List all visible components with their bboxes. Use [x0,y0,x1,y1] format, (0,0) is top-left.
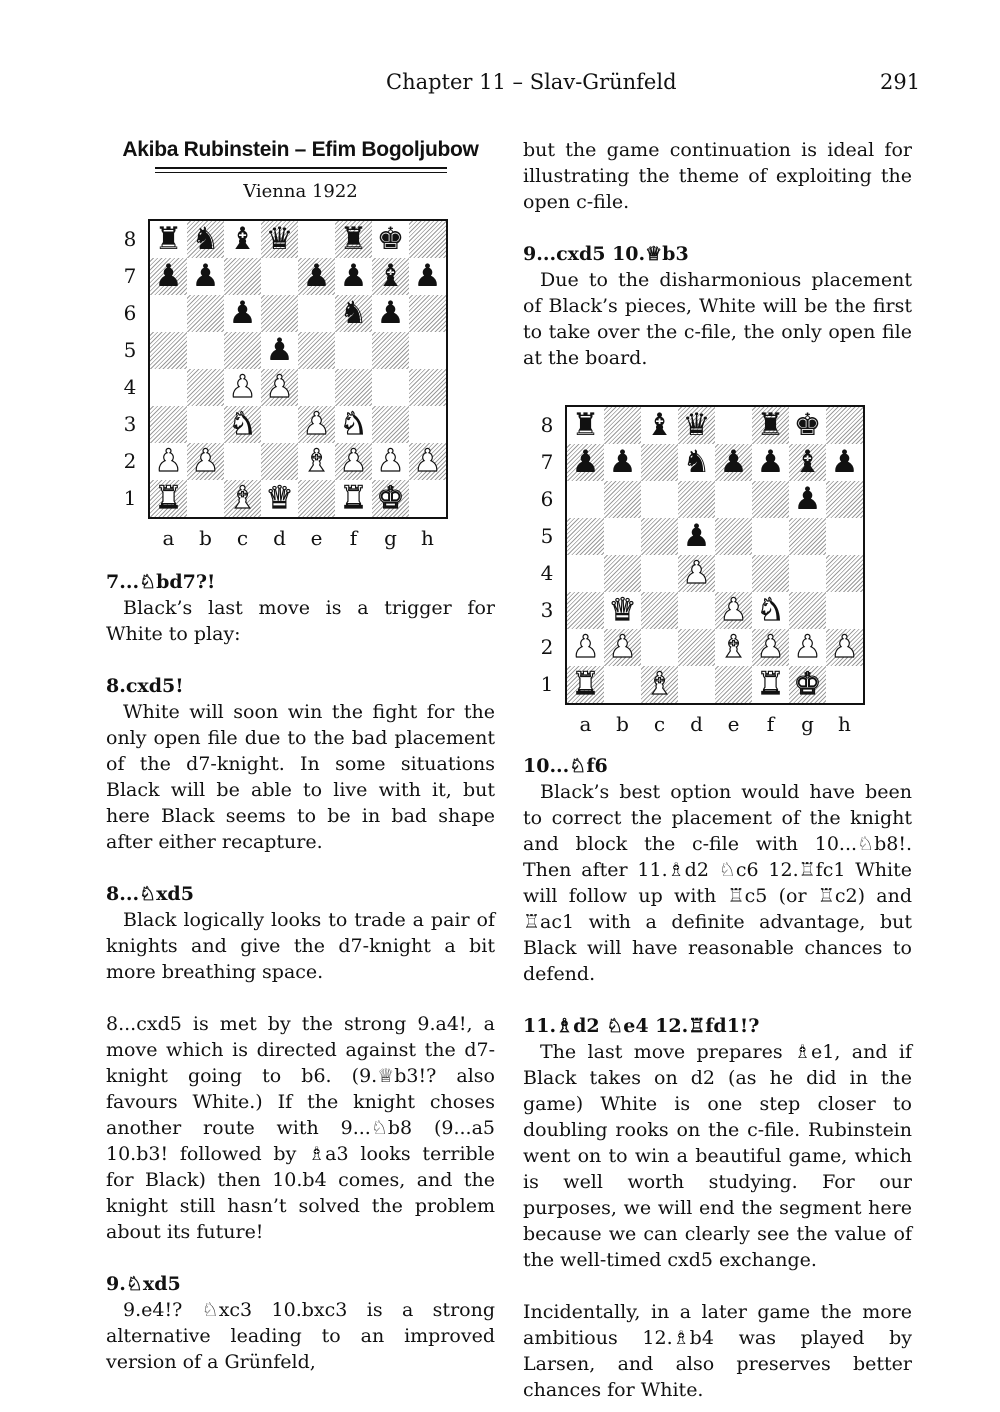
square-h3 [409,406,446,443]
square-f5 [335,332,372,369]
square-h2 [826,629,863,666]
square-c5 [641,518,678,555]
square-e3 [298,406,335,443]
square-c7 [641,444,678,481]
white-pawn-icon: ♟ [682,555,711,591]
game-title: Akiba Rubinstein – Efim Bogoljubow [122,138,479,161]
rank-labels [122,221,138,517]
square-h6 [826,481,863,518]
file-label: d [273,526,286,550]
black-pawn-icon: ♟ [571,444,600,480]
file-label: f [766,712,775,736]
square-a8 [150,221,187,258]
black-king-icon: ♚ [376,221,405,257]
square-a8 [567,407,604,444]
white-rook-icon: ♜ [571,666,600,702]
square-b4 [604,555,641,592]
file-label: d [690,712,703,736]
square-c5 [224,332,261,369]
white-pawn-icon: ♟ [571,629,600,665]
square-h1 [409,480,446,517]
square-f7 [335,258,372,295]
square-f3 [752,592,789,629]
file-label: c [236,526,249,550]
file-label: a [162,526,175,550]
square-f8 [335,221,372,258]
right-column [523,137,912,1403]
file-labels [150,525,446,551]
square-e3 [715,592,752,629]
black-pawn-icon: ♟ [265,332,294,368]
square-a5 [567,518,604,555]
title-rule [155,167,447,173]
square-g2 [789,629,826,666]
black-pawn-icon: ♟ [682,518,711,554]
square-e6 [715,481,752,518]
black-queen-icon: ♛ [682,407,711,443]
square-b2 [604,629,641,666]
white-pawn-icon: ♟ [265,369,294,405]
square-g7 [789,444,826,481]
rank-labels [539,407,555,703]
black-pawn-icon: ♟ [191,258,220,294]
square-d8 [261,221,298,258]
square-g6 [789,481,826,518]
chess-board [565,405,865,705]
white-bishop-icon: ♝ [645,666,674,702]
running-head [0,70,1000,100]
diagram-2 [523,405,912,749]
square-c6 [224,295,261,332]
square-a6 [567,481,604,518]
square-g8 [789,407,826,444]
file-label: e [727,712,740,736]
black-pawn-icon: ♟ [154,258,183,294]
square-a3 [150,406,187,443]
square-c4 [224,369,261,406]
white-queen-icon: ♛ [265,480,294,516]
white-pawn-icon: ♟ [154,443,183,479]
black-pawn-icon: ♟ [376,295,405,331]
square-e4 [715,555,752,592]
paragraph: 9.e4!? ♘xc3 10.bxc3 is a strong alternative leading to an improved version of a Grünfeld, [106,1299,495,1373]
file-label: b [199,526,212,550]
square-f7 [752,444,789,481]
square-c1 [224,480,261,517]
square-a1 [150,480,187,517]
white-pawn-icon: ♟ [756,629,785,665]
black-pawn-icon: ♟ [830,444,859,480]
square-e8 [715,407,752,444]
file-label: c [653,712,666,736]
square-d5 [261,332,298,369]
square-c2 [224,443,261,480]
square-d3 [678,592,715,629]
white-bishop-icon: ♝ [228,480,257,516]
square-g3 [372,406,409,443]
rank-label: 2 [123,449,137,473]
square-h8 [826,407,863,444]
square-e5 [298,332,335,369]
white-king-icon: ♚ [376,480,405,516]
square-a4 [150,369,187,406]
rank-label: 8 [123,227,137,251]
black-bishop-icon: ♝ [376,258,405,294]
white-knight-icon: ♞ [339,406,368,442]
file-label: b [616,712,629,736]
square-b7 [187,258,224,295]
square-d2 [678,629,715,666]
square-h6 [409,295,446,332]
square-f4 [752,555,789,592]
black-rook-icon: ♜ [571,407,600,443]
paragraph: Black’s best option would have been to correct the placement of the knight and block the c-file with 10...♘b8!. Then after 11.♗d2 ♘c6 12.♖fc1 White will follow up with ♖c5 (or ♖c2) and ♖ac1 with a definite advantage, but Black will have reasonable chances to defend. [523,781,912,985]
file-label: g [801,712,814,736]
square-b5 [187,332,224,369]
square-d6 [261,295,298,332]
file-labels [567,711,863,737]
square-h2 [409,443,446,480]
paragraph: but the game continuation is ideal for illustrating the theme of exploiting the open c-file. [523,139,912,213]
square-c3 [641,592,678,629]
white-rook-icon: ♜ [756,666,785,702]
square-b5 [604,518,641,555]
rank-label: 7 [540,450,554,474]
square-h1 [826,666,863,703]
square-d2 [261,443,298,480]
move-heading: 11.♗d2 ♘e4 12.♖fd1!? [523,1015,760,1037]
chapter-title: Chapter 11 – Slav-Grünfeld [386,70,677,94]
square-e7 [298,258,335,295]
black-pawn-icon: ♟ [228,295,257,331]
page-number: 291 [880,70,921,94]
square-d1 [678,666,715,703]
black-pawn-icon: ♟ [302,258,331,294]
square-f4 [335,369,372,406]
square-a1 [567,666,604,703]
square-c4 [641,555,678,592]
move-heading: 9...cxd5 10.♕b3 [523,243,689,265]
paragraph: Black logically looks to trade a pair of knights and give the d7-knight a bit more breathing space. [106,909,495,983]
white-knight-icon: ♞ [756,592,785,628]
square-d5 [678,518,715,555]
square-g1 [789,666,826,703]
square-d6 [678,481,715,518]
file-label: e [310,526,323,550]
black-knight-icon: ♞ [682,444,711,480]
square-g5 [789,518,826,555]
square-d4 [261,369,298,406]
rank-label: 5 [123,338,137,362]
square-h8 [409,221,446,258]
black-rook-icon: ♜ [339,221,368,257]
square-d7 [678,444,715,481]
square-a7 [150,258,187,295]
square-h7 [409,258,446,295]
file-label: h [838,712,851,736]
square-h5 [826,518,863,555]
black-pawn-icon: ♟ [756,444,785,480]
rank-label: 6 [540,487,554,511]
square-g1 [372,480,409,517]
white-pawn-icon: ♟ [719,592,748,628]
rank-label: 4 [123,375,137,399]
black-bishop-icon: ♝ [228,221,257,257]
square-f2 [752,629,789,666]
square-b6 [187,295,224,332]
rank-label: 3 [540,598,554,622]
black-pawn-icon: ♟ [719,444,748,480]
square-e2 [715,629,752,666]
black-bishop-icon: ♝ [793,444,822,480]
square-h5 [409,332,446,369]
square-c7 [224,258,261,295]
square-f1 [335,480,372,517]
black-pawn-icon: ♟ [793,481,822,517]
diagram-1 [106,219,495,565]
square-d4 [678,555,715,592]
file-label: h [421,526,434,550]
white-pawn-icon: ♟ [228,369,257,405]
white-pawn-icon: ♟ [302,406,331,442]
black-rook-icon: ♜ [154,221,183,257]
square-a5 [150,332,187,369]
white-pawn-icon: ♟ [191,443,220,479]
move-heading: 8...♘xd5 [106,883,194,905]
square-e1 [298,480,335,517]
square-c6 [641,481,678,518]
square-a4 [567,555,604,592]
square-f1 [752,666,789,703]
square-f5 [752,518,789,555]
white-bishop-icon: ♝ [719,629,748,665]
square-e2 [298,443,335,480]
square-g4 [372,369,409,406]
file-label: f [349,526,358,550]
square-g7 [372,258,409,295]
square-e7 [715,444,752,481]
white-queen-icon: ♛ [608,592,637,628]
square-f6 [335,295,372,332]
square-e8 [298,221,335,258]
white-pawn-icon: ♟ [376,443,405,479]
white-rook-icon: ♜ [154,480,183,516]
square-f8 [752,407,789,444]
move-heading: 10...♘f6 [523,755,608,777]
white-king-icon: ♚ [793,666,822,702]
square-d8 [678,407,715,444]
square-d3 [261,406,298,443]
white-pawn-icon: ♟ [830,629,859,665]
black-queen-icon: ♛ [265,221,294,257]
square-c1 [641,666,678,703]
square-d1 [261,480,298,517]
square-a7 [567,444,604,481]
black-bishop-icon: ♝ [645,407,674,443]
white-pawn-icon: ♟ [413,443,442,479]
square-b7 [604,444,641,481]
paragraph: Incidentally, in a later game the more ambitious 12.♗b4 was played by Larsen, and also preserves better chances for White. [523,1301,912,1401]
white-knight-icon: ♞ [228,406,257,442]
square-e5 [715,518,752,555]
square-b1 [604,666,641,703]
chess-board [148,219,448,519]
square-f6 [752,481,789,518]
white-bishop-icon: ♝ [302,443,331,479]
rank-label: 6 [123,301,137,325]
square-g3 [789,592,826,629]
rank-label: 2 [540,635,554,659]
square-g8 [372,221,409,258]
rank-label: 3 [123,412,137,436]
square-c2 [641,629,678,666]
file-label: a [579,712,592,736]
paragraph: Black’s last move is a trigger for White to play: [106,597,495,645]
square-h7 [826,444,863,481]
left-column [106,137,495,1375]
square-b3 [187,406,224,443]
square-b8 [604,407,641,444]
white-pawn-icon: ♟ [608,629,637,665]
square-c8 [641,407,678,444]
square-a3 [567,592,604,629]
square-c3 [224,406,261,443]
rank-label: 8 [540,413,554,437]
rank-label: 5 [540,524,554,548]
move-heading: 8.cxd5! [106,675,184,697]
black-pawn-icon: ♟ [413,258,442,294]
square-g4 [789,555,826,592]
rank-label: 7 [123,264,137,288]
square-h4 [409,369,446,406]
rank-label: 4 [540,561,554,585]
square-g2 [372,443,409,480]
black-pawn-icon: ♟ [339,258,368,294]
move-heading: 7...♘bd7?! [106,571,216,593]
square-h3 [826,592,863,629]
square-b4 [187,369,224,406]
black-king-icon: ♚ [793,407,822,443]
square-b6 [604,481,641,518]
square-b1 [187,480,224,517]
rank-label: 1 [123,486,137,510]
black-knight-icon: ♞ [191,221,220,257]
black-knight-icon: ♞ [339,295,368,331]
black-rook-icon: ♜ [756,407,785,443]
square-a2 [567,629,604,666]
square-f2 [335,443,372,480]
paragraph: White will soon win the fight for the only open file due to the bad placement of the d7-knight. In some situations Black will be able to live with it, but here Black seems to be in bad shape after either recapture. [106,701,495,853]
square-c8 [224,221,261,258]
square-b2 [187,443,224,480]
square-a2 [150,443,187,480]
white-rook-icon: ♜ [339,480,368,516]
square-g6 [372,295,409,332]
square-f3 [335,406,372,443]
square-e1 [715,666,752,703]
paragraph: Due to the disharmonious placement of Black’s pieces, White will be the first to take over the c-file, the only open file at the board. [523,269,912,369]
square-b8 [187,221,224,258]
file-label: g [384,526,397,550]
paragraph: The last move prepares ♗e1, and if Black takes on d2 (as he did in the game) White is one step closer to doubling rooks on the c-file. Rubinstein went on to win a beautiful game, which is well worth studying. For our purposes, we will end the segment here because we can clearly see the value of the well-timed cxd5 exchange. [523,1041,912,1271]
black-pawn-icon: ♟ [608,444,637,480]
square-e4 [298,369,335,406]
square-e6 [298,295,335,332]
square-a6 [150,295,187,332]
square-h4 [826,555,863,592]
square-b3 [604,592,641,629]
white-pawn-icon: ♟ [339,443,368,479]
game-event: Vienna 1922 [243,181,358,202]
square-d7 [261,258,298,295]
rank-label: 1 [540,672,554,696]
move-heading: 9.♘xd5 [106,1273,181,1295]
white-pawn-icon: ♟ [793,629,822,665]
square-g5 [372,332,409,369]
paragraph: 8...cxd5 is met by the strong 9.a4!, a move which is directed against the d7-knight going to b6. (9.♕b3!? also favours White.) If the knight choses another route with 9...♘b8 (9...a5 10.b3! followed by ♗a3 looks terrible for Black) then 10.b4 comes, and the knight still hasn’t solved the problem about its future! [106,1013,495,1243]
